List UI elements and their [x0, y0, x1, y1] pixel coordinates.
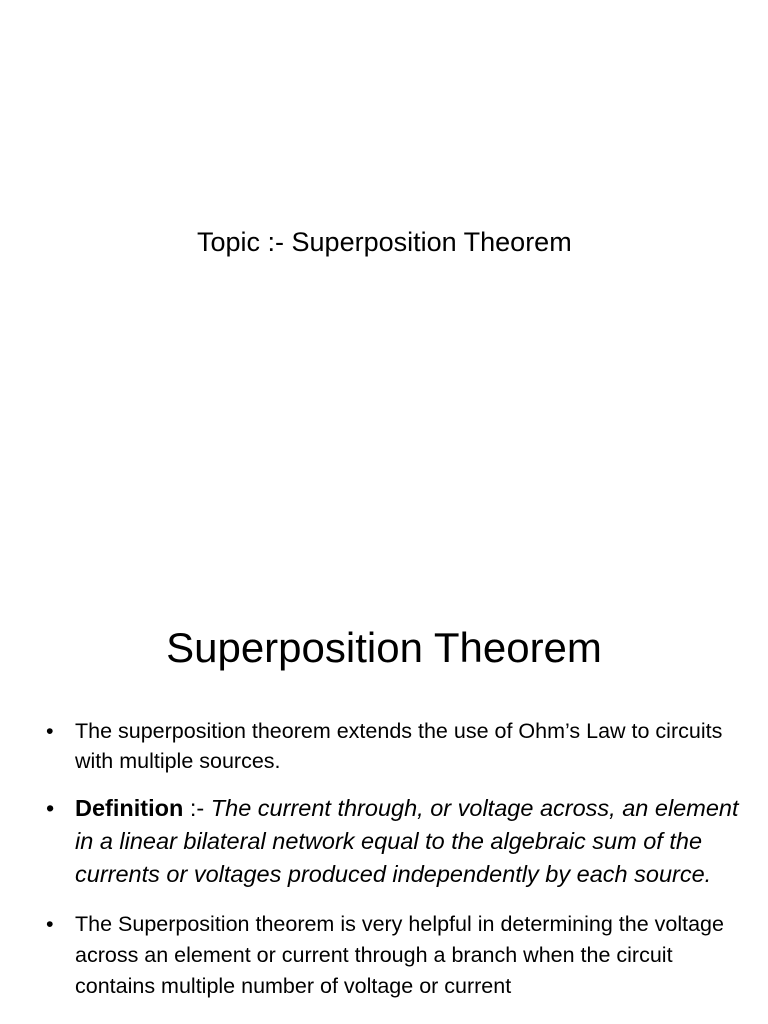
slide-content: [0, 576, 768, 1024]
definition-text: The current through, or voltage across, an element in a linear bilateral network equal to the algebraic sum of the currents or voltages produced independently by each source.: [75, 795, 739, 887]
bullet-item: [46, 716, 746, 776]
bullet-icon: •: [46, 912, 54, 936]
bullet-text: The Superposition theorem is very helpful in determining the voltage across an element or current through a branch when the circuit contains multiple number of voltage or current: [75, 912, 724, 998]
slide-heading: Superposition Theorem: [166, 624, 602, 671]
bullet-list: [46, 716, 746, 1002]
definition-separator: :-: [183, 795, 211, 821]
bullet-icon: •: [46, 795, 55, 821]
bullet-icon: •: [46, 719, 54, 743]
bullet-text: The superposition theorem extends the use of Ohm’s Law to circuits with multiple sources.: [75, 719, 723, 773]
definition-term: Definition: [75, 795, 184, 821]
topic-title: Topic :- Superposition Theorem: [197, 227, 572, 257]
bullet-item: [46, 792, 746, 891]
bullet-item: [46, 909, 746, 1002]
